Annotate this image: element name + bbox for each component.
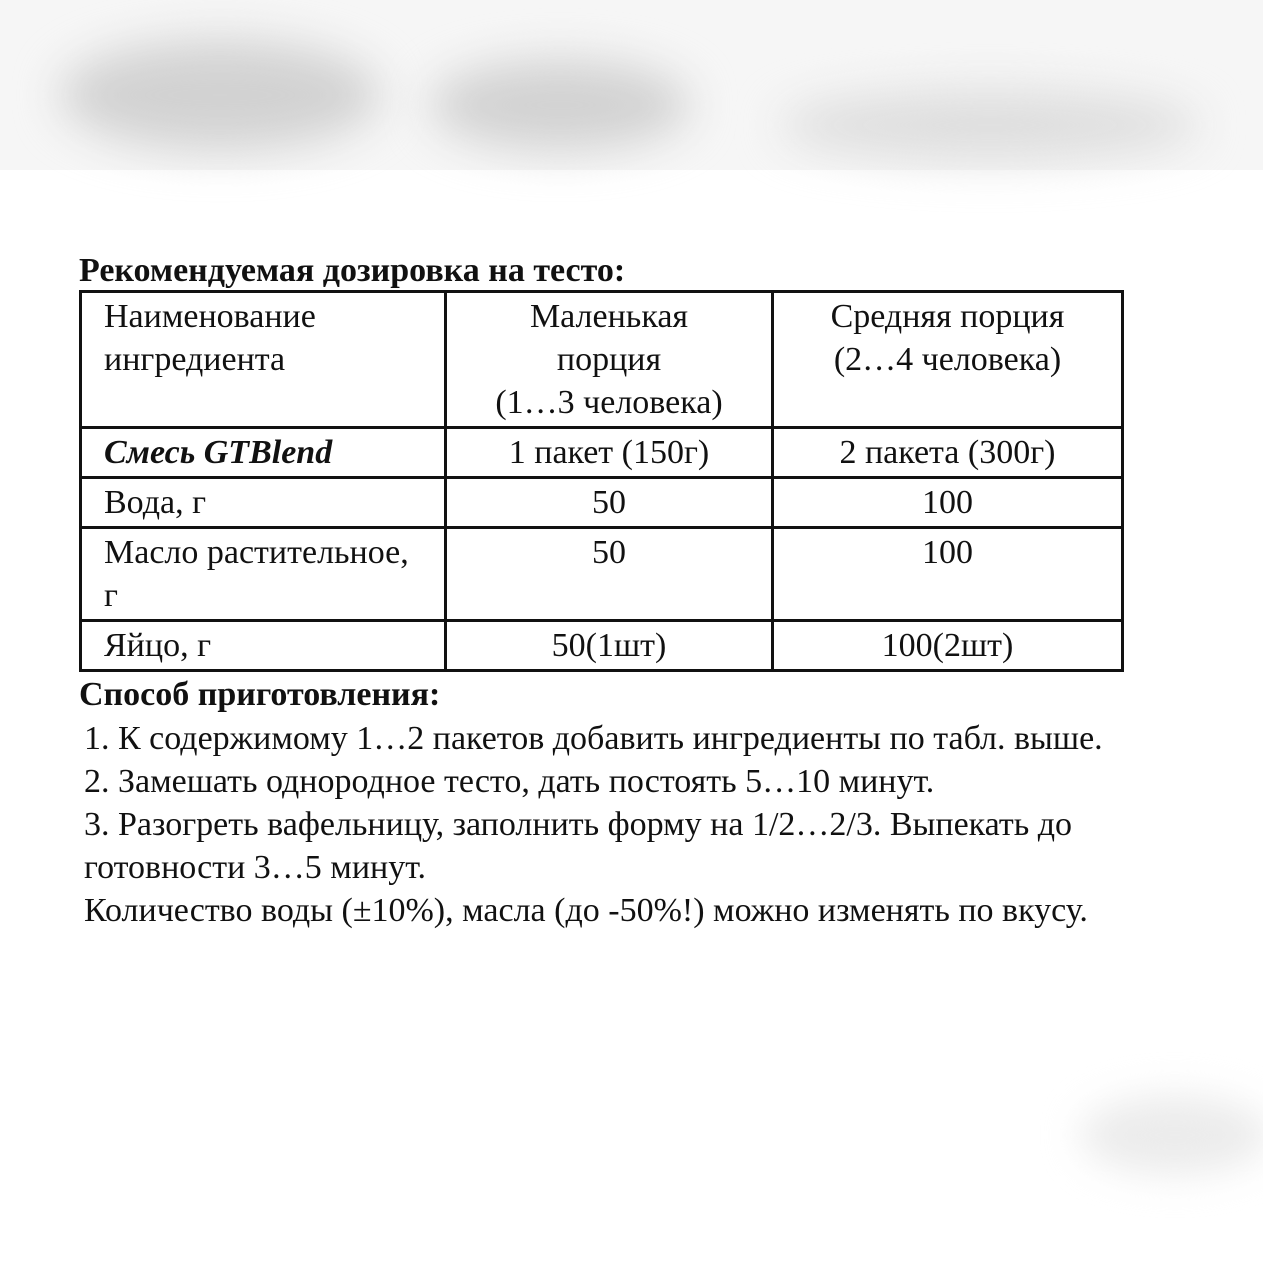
medium-portion-value: 100 (773, 528, 1123, 621)
medium-portion-value: 100 (773, 478, 1123, 528)
small-portion-value: 50 (446, 528, 773, 621)
blurred-shape (780, 90, 1200, 160)
blurred-top-band (0, 0, 1263, 170)
header-small-line: Маленькая (529, 298, 689, 335)
small-portion-value: 50(1шт) (446, 621, 773, 671)
ingredient-name: Масло растительное, г (81, 528, 446, 621)
blurred-shape (1080, 1095, 1263, 1175)
blurred-shape (60, 40, 380, 150)
header-small-portion (446, 292, 773, 428)
small-portion-value: 1 пакет (150г) (446, 428, 773, 478)
header-ingredient: Наименование ингредиента (81, 292, 446, 428)
table-header-row (81, 292, 1123, 428)
method-step: 3. Разогреть вафельницу, заполнить форму на 1/2…2/3. Выпекать до готовности 3…5 минут. (84, 806, 1073, 886)
method-step: 2. Замешать однородное тесто, дать постоять 5…10 минут. (84, 763, 935, 800)
header-medium-portion (773, 292, 1123, 428)
header-medium-line: (2…4 человека) (833, 341, 1062, 378)
table-row (81, 621, 1123, 671)
dosage-heading: Рекомендуемая дозировка на тесто: (79, 252, 626, 289)
table-row (81, 478, 1123, 528)
table-row (81, 528, 1123, 621)
table-row (81, 428, 1123, 478)
medium-portion-value: 100(2шт) (773, 621, 1123, 671)
header-small-line: (1…3 человека) (495, 384, 723, 421)
dosage-table (79, 290, 1124, 672)
method-steps (84, 717, 1234, 932)
method-step: 1. К содержимому 1…2 пакетов добавить ингредиенты по табл. выше. (84, 720, 1103, 757)
ingredient-name: Яйцо, г (81, 621, 446, 671)
blurred-shape (430, 60, 690, 150)
ingredient-name: Смесь GTBlend (81, 428, 446, 478)
method-note: Количество воды (±10%), масла (до -50%!) можно изменять по вкусу. (84, 892, 1088, 929)
header-medium-line: Средняя порция (830, 298, 1065, 335)
method-title: Способ приготовления: (79, 676, 441, 713)
ingredient-name: Вода, г (81, 478, 446, 528)
header-small-line: порция (556, 341, 662, 378)
medium-portion-value: 2 пакета (300г) (773, 428, 1123, 478)
small-portion-value: 50 (446, 478, 773, 528)
